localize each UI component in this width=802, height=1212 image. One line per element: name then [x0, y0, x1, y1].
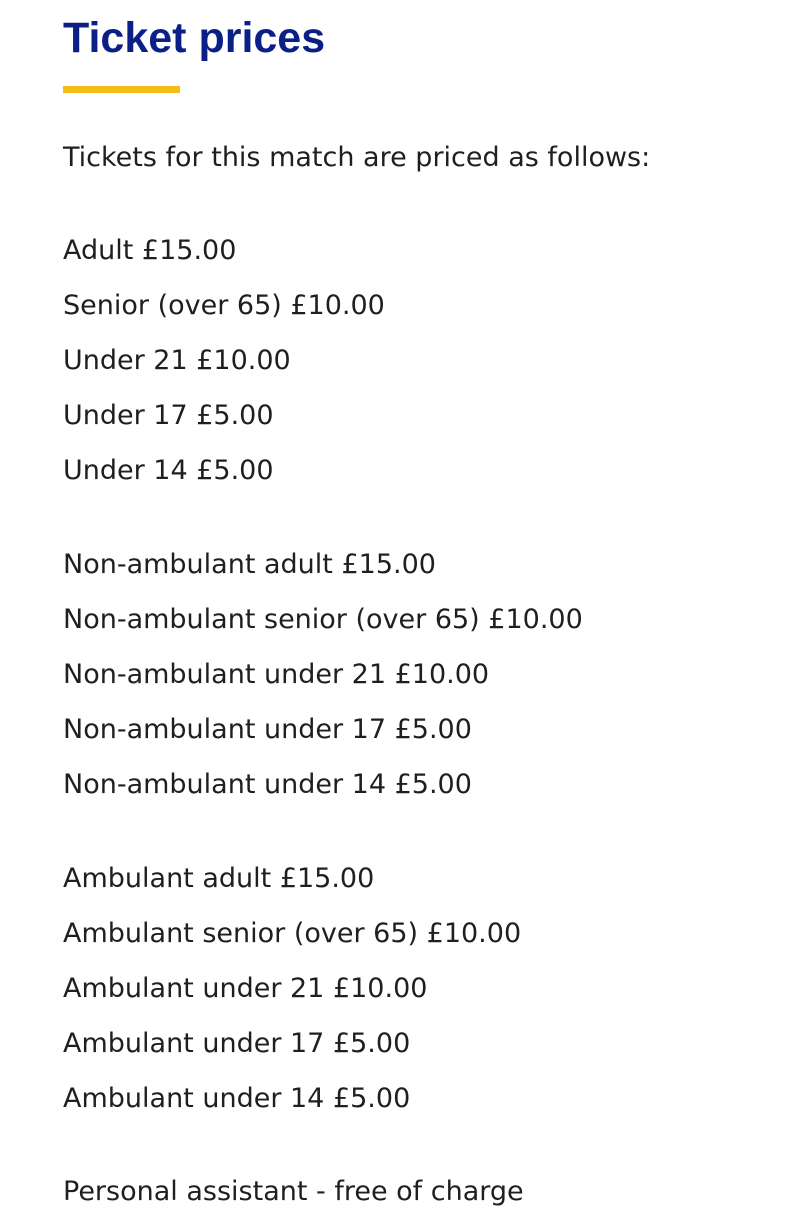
title-accent-bar — [63, 86, 180, 93]
price-item: Under 14 £5.00 — [63, 455, 274, 486]
intro-text: Tickets for this match are priced as follows: — [63, 142, 651, 173]
price-item: Ambulant adult £15.00 — [63, 863, 375, 894]
price-item: Ambulant under 14 £5.00 — [63, 1083, 411, 1114]
price-item: Ambulant under 21 £10.00 — [63, 973, 428, 1004]
page-title: Ticket prices — [63, 14, 326, 62]
price-item: Senior (over 65) £10.00 — [63, 290, 385, 321]
price-item: Non-ambulant under 21 £10.00 — [63, 659, 490, 690]
price-item: Non-ambulant under 17 £5.00 — [63, 714, 472, 745]
price-item: Under 21 £10.00 — [63, 345, 291, 376]
price-item: Ambulant senior (over 65) £10.00 — [63, 918, 522, 949]
price-item: Non-ambulant senior (over 65) £10.00 — [63, 604, 583, 635]
price-item: Non-ambulant adult £15.00 — [63, 549, 436, 580]
price-item: Under 17 £5.00 — [63, 400, 274, 431]
price-item: Ambulant under 17 £5.00 — [63, 1028, 411, 1059]
price-item: Adult £15.00 — [63, 235, 237, 266]
price-item: Non-ambulant under 14 £5.00 — [63, 769, 472, 800]
personal-assistant-note: Personal assistant - free of charge — [63, 1176, 524, 1207]
